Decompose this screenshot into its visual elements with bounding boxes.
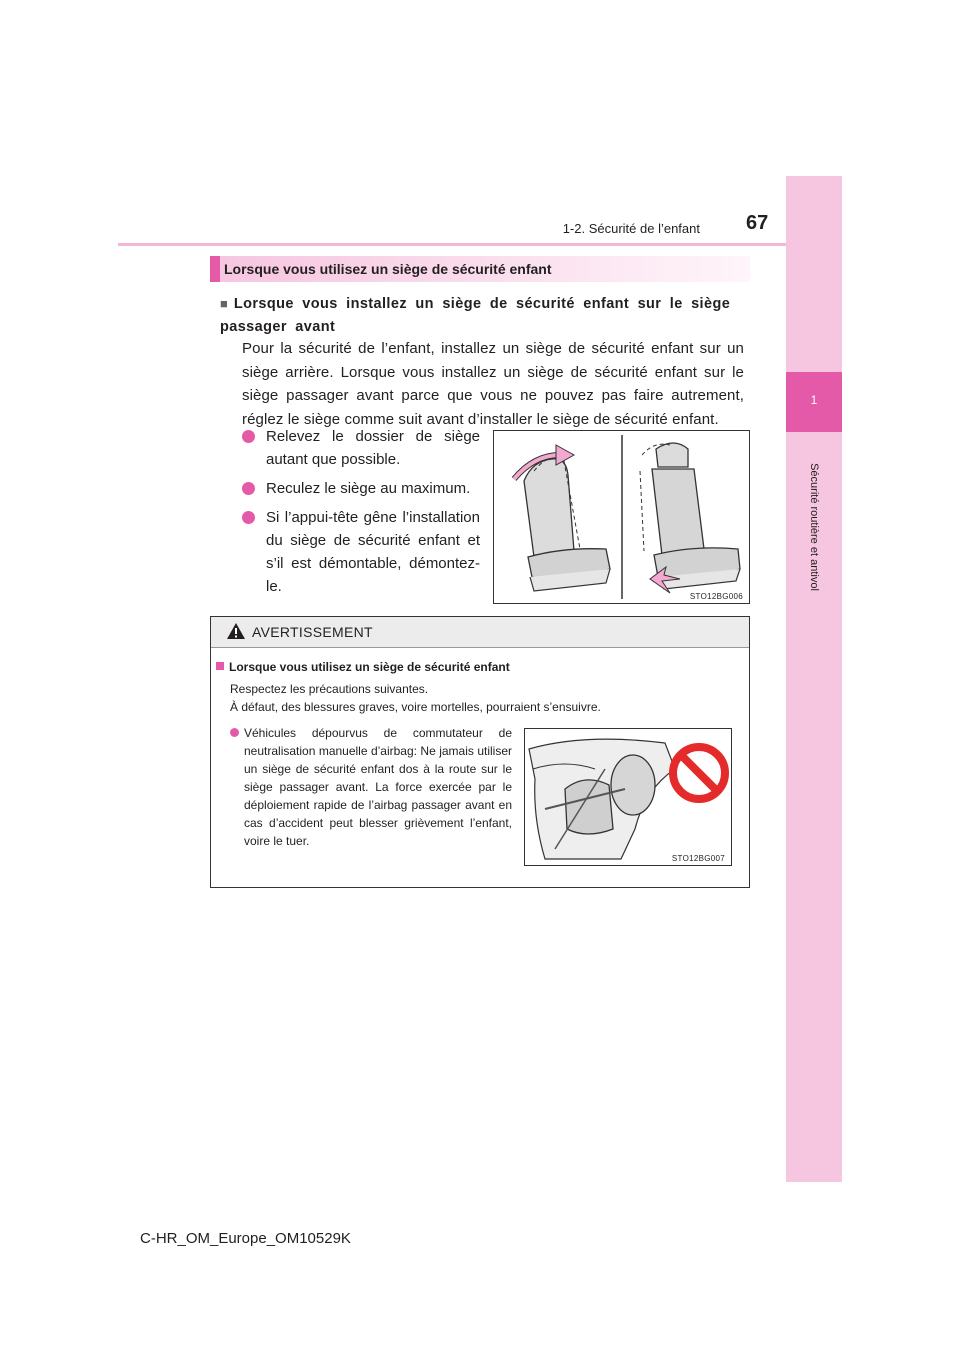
warning-triangle-icon bbox=[226, 622, 246, 640]
warning-title: AVERTISSEMENT bbox=[252, 624, 373, 640]
instruction-list bbox=[240, 425, 480, 604]
airbag-illustration bbox=[524, 728, 732, 866]
list-item-text: Si l’appui-tête gêne l’installation du siège de sécurité enfant et s’il est démontable, démontez-le. bbox=[266, 509, 480, 595]
list-item-text: Relevez le dossier de siège autant que possible. bbox=[266, 428, 480, 468]
list-item bbox=[240, 477, 480, 500]
list-item bbox=[240, 425, 480, 471]
list-item bbox=[240, 506, 480, 598]
warning-sub-heading bbox=[216, 660, 510, 674]
list-item-text: Reculez le siège au maximum. bbox=[266, 480, 471, 497]
figure-code: STO12BG006 bbox=[689, 592, 743, 601]
chapter-side-band bbox=[786, 176, 842, 1182]
chapter-title: Sécurité routière et antivol bbox=[808, 463, 820, 591]
section-title: 1-2. Sécurité de l’enfant bbox=[562, 221, 700, 236]
square-bullet-icon: ■ bbox=[220, 296, 228, 311]
warning-line: Respectez les précautions suivantes. bbox=[230, 682, 429, 696]
section-heading: Lorsque vous utilisez un siège de sécurité enfant bbox=[224, 261, 552, 277]
warning-line: À défaut, des blessures graves, voire mortelles, pourraient s’ensuivre. bbox=[230, 700, 601, 714]
chapter-number: 1 bbox=[810, 393, 818, 407]
seat-adjustment-drawing bbox=[494, 431, 749, 603]
bullet-dot-icon bbox=[242, 511, 255, 524]
sub-heading bbox=[220, 292, 748, 339]
document-code: C-HR_OM_Europe_OM10529K bbox=[140, 1230, 351, 1247]
seat-adjustment-illustration bbox=[493, 430, 750, 604]
warning-bullet-text: Véhicules dépourvus de commutateur de neutralisation manuelle d’airbag: Ne jamais utiliser un siège de sécurité enfant dos à la route sur le siège passager avant. La force exercée par le déploiement rapide de l’airbag passager avant en cas d’accident peut blesser grièvement l’enfant, voire le tuer. bbox=[244, 726, 512, 848]
bullet-dot-icon bbox=[242, 482, 255, 495]
sub-heading-text: Lorsque vous installez un siège de sécurité enfant sur le siège passager avant bbox=[220, 296, 731, 335]
page-number: 67 bbox=[746, 212, 769, 234]
bullet-dot-icon bbox=[230, 728, 239, 737]
instruction-paragraph: Pour la sécurité de l’enfant, installez un siège de sécurité enfant sur un siège arrière. Lorsque vous installez un siège de sécurité enfant sur le siège passager avant parce que vous ne pouvez pas faire autrement, réglez le siège comme suit avant d’installer le siège de sécurité enfant. bbox=[242, 340, 744, 428]
warning-sub-heading-text: Lorsque vous utilisez un siège de sécurité enfant bbox=[229, 660, 510, 674]
warning-bullet bbox=[230, 724, 512, 850]
airbag-drawing bbox=[525, 729, 731, 865]
bullet-dot-icon bbox=[242, 430, 255, 443]
header-rule bbox=[118, 243, 841, 246]
square-bullet-icon bbox=[216, 662, 224, 670]
figure-code: STO12BG007 bbox=[671, 854, 725, 863]
